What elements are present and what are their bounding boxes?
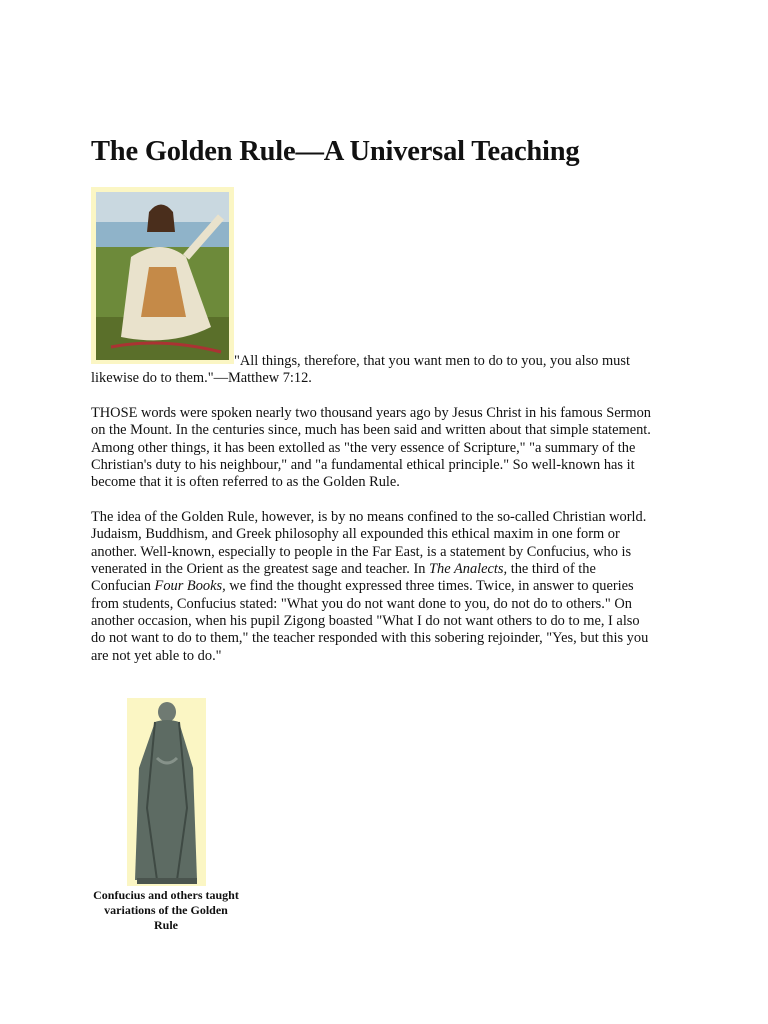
quote-line-1: "All things, therefore, that you want men to do to you, you also must	[234, 353, 630, 369]
paragraph-line: THOSE words were spoken nearly two thousand years ago by Jesus Christ in his famous Sermon	[91, 405, 651, 421]
jesus-sermon-image	[91, 187, 234, 364]
text: Confucian	[91, 578, 155, 594]
paragraph-line: Christian's duty to his neighbour," and "a fundamental ethical principle." So well-known has it	[91, 457, 635, 473]
paragraph-line: on the Mount. In the centuries since, much has been said and written about that simple statement.	[91, 422, 651, 438]
text: venerated in the Orient as the greatest sage and teacher. In	[91, 561, 430, 577]
paragraph-line: another occasion, when his pupil Zigong boasted "What I do not want others to do to me, I also	[91, 613, 640, 629]
book-title-four-books: Four Books,	[154, 578, 226, 594]
paragraph-line: Among other things, it has been extolled as "the very essence of Scripture," "a summary of the	[91, 440, 636, 456]
paragraph-line: Judaism, Buddhism, and Greek philosophy all expounded this ethical maxim in one form or	[91, 526, 620, 542]
paragraph-line: The idea of the Golden Rule, however, is by no means confined to the so-called Christian world.	[91, 509, 647, 525]
paragraph-line: are not yet able to do."	[91, 648, 222, 664]
book-title-analects: The Analects,	[429, 561, 508, 577]
caption-line: variations of the Golden	[104, 903, 228, 917]
paragraph-line	[91, 578, 634, 595]
text: the third of the	[507, 561, 596, 577]
caption-line: Rule	[154, 918, 178, 932]
paragraph-line: become that it is often referred to as the Golden Rule.	[91, 474, 400, 490]
paragraph-line	[91, 561, 596, 578]
quote-line-2: likewise do to them."—Matthew 7:12.	[91, 370, 312, 386]
text: we find the thought expressed three times. Twice, in answer to queries	[225, 578, 634, 594]
image-caption	[86, 888, 246, 933]
page-title: The Golden Rule—A Universal Teaching	[91, 136, 580, 167]
paragraph-line: do not want to do to them," the teacher responded with this sobering rejoinder, "Yes, but this you	[91, 630, 649, 646]
confucius-statue-image	[127, 698, 206, 886]
paragraph-line: another. Well-known, especially to people in the Far East, is a statement by Confucius, who is	[91, 544, 632, 560]
paragraph-line: from students, Confucius stated: "What you do not want done to you, do not do to others." On	[91, 596, 632, 612]
caption-line: Confucius and others taught	[93, 888, 239, 902]
